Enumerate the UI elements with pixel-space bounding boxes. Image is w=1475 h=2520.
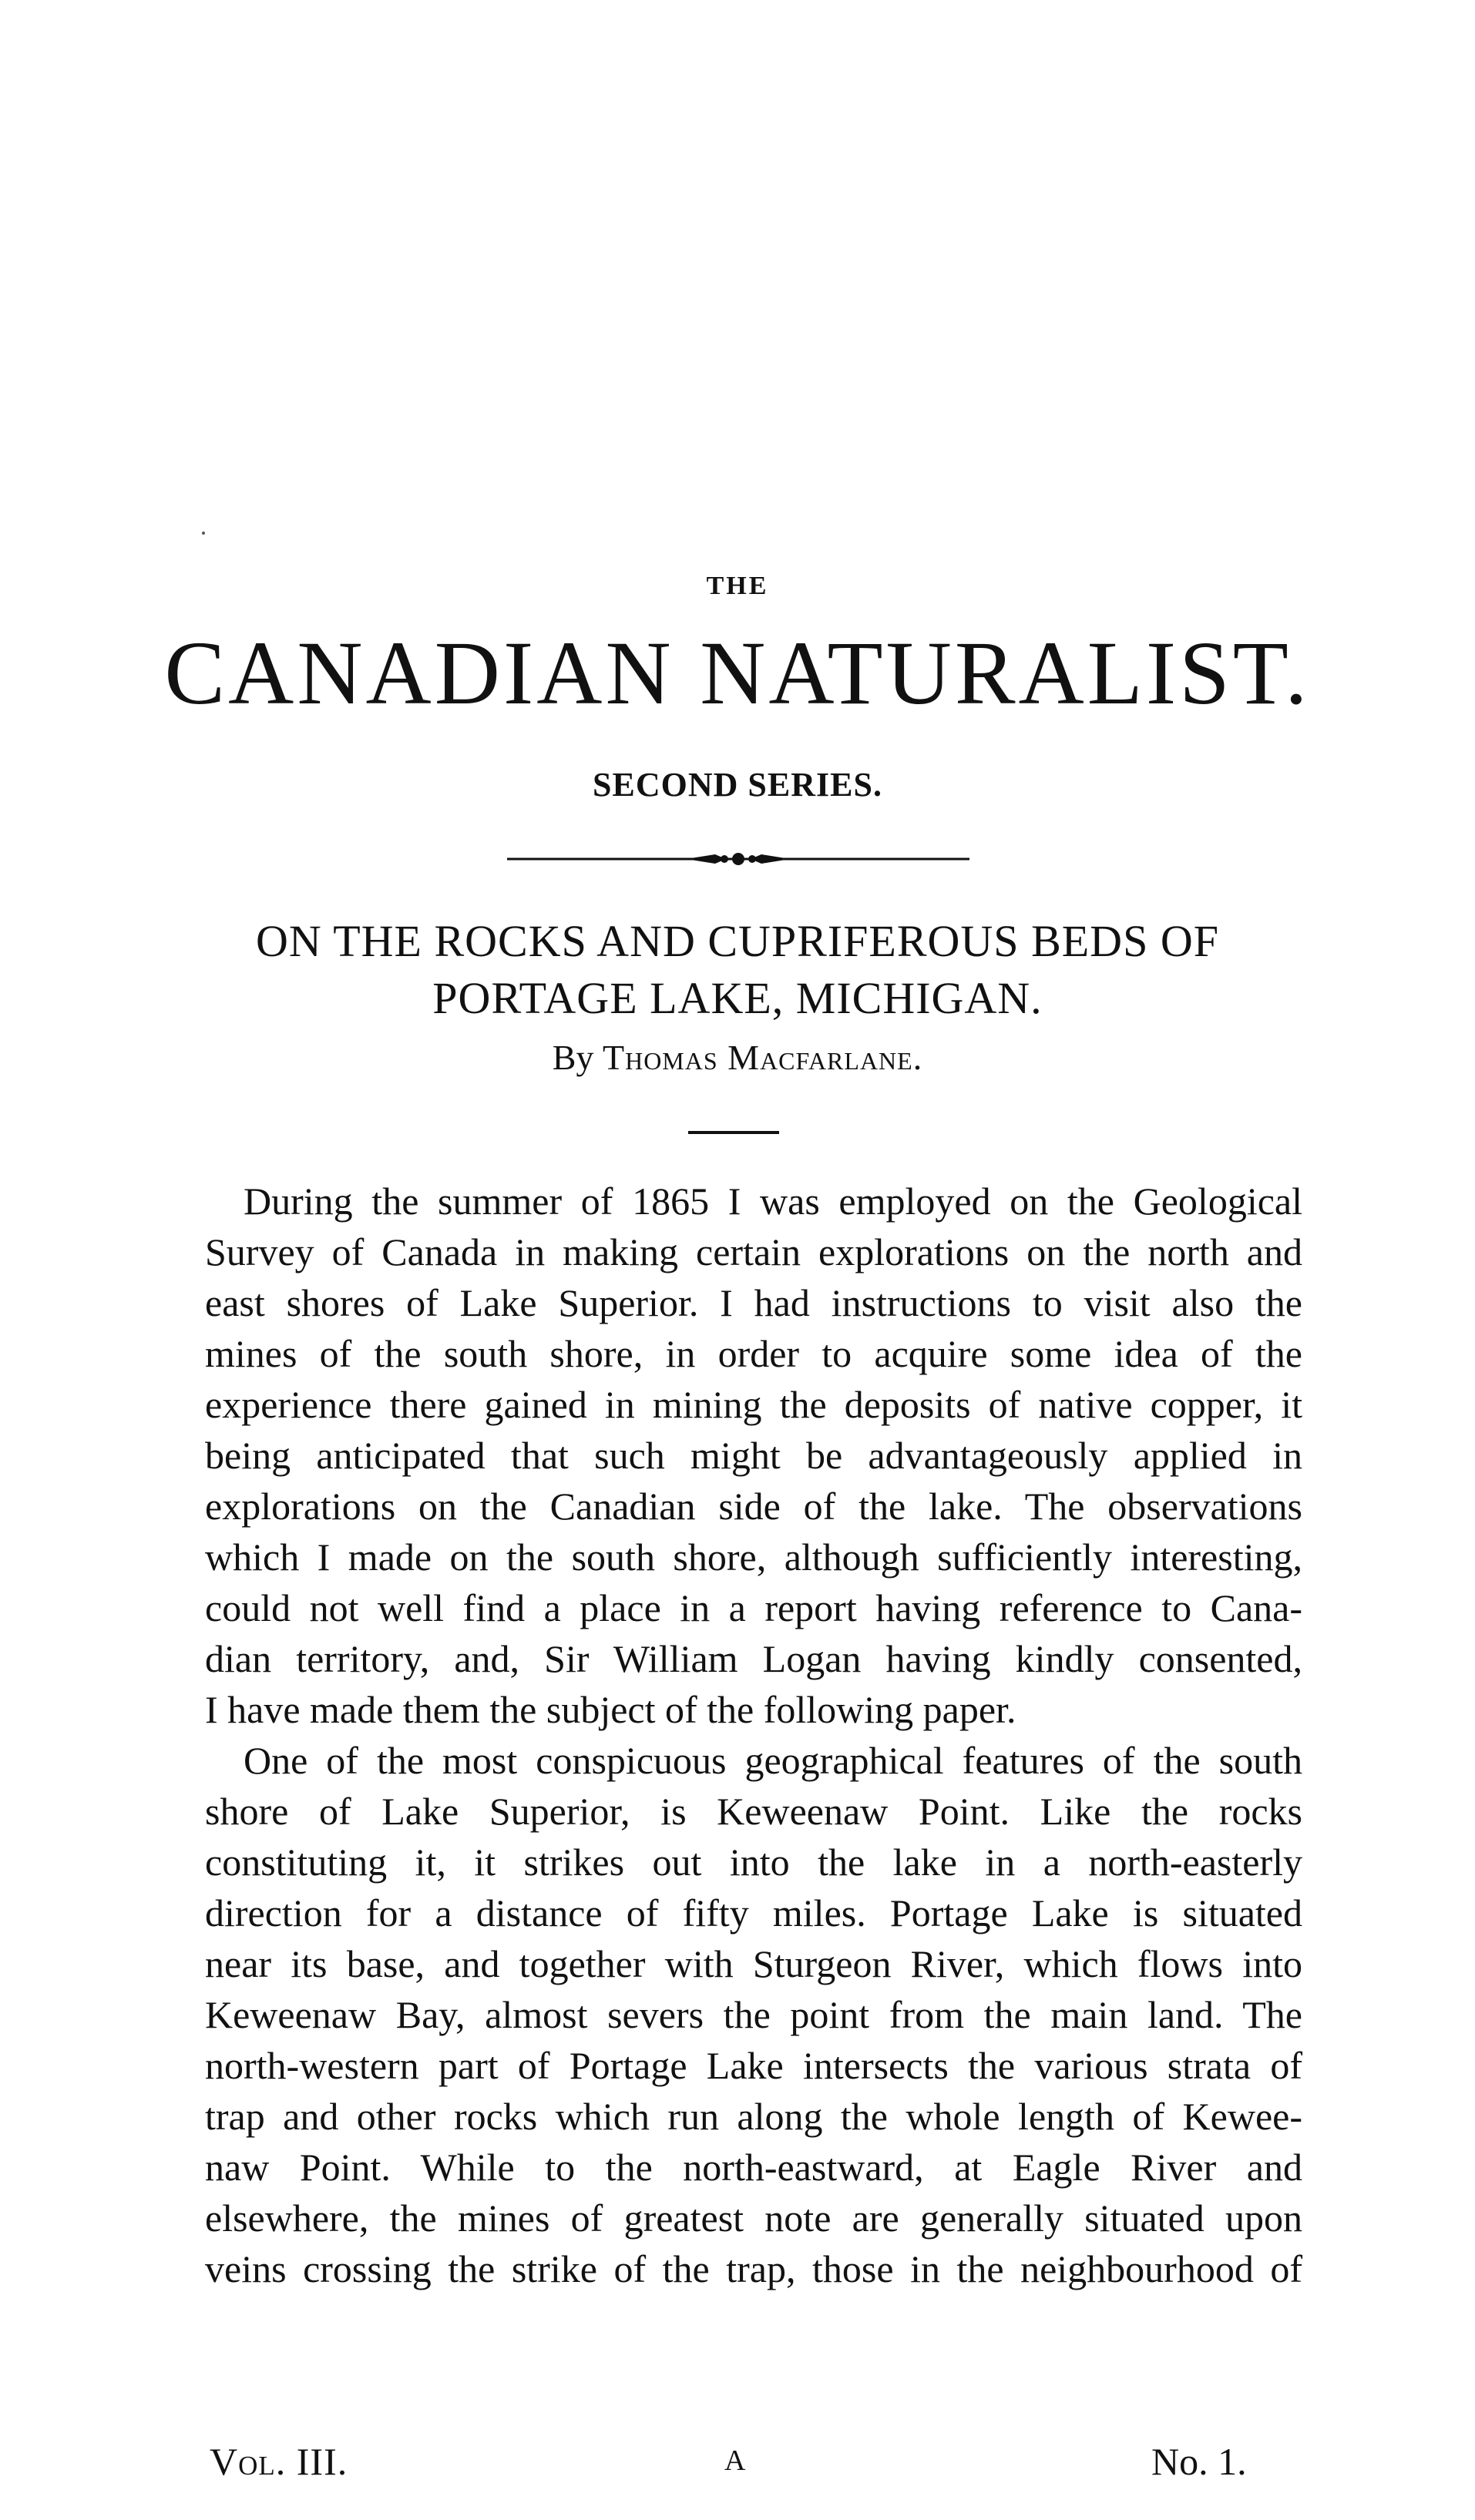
text-line: shore of Lake Superior, is Keweenaw Point. Like the rocks bbox=[205, 1790, 1302, 1833]
text-line: veins crossing the strike of the trap, those in the neighbourhood of bbox=[205, 2247, 1302, 2290]
text-line: being anticipated that such might be advantageously applied in bbox=[205, 1434, 1302, 1477]
byline bbox=[0, 1037, 1475, 1078]
text-line: elsewhere, the mines of greatest note are generally situated upon bbox=[205, 2196, 1302, 2240]
text-line: could not well find a place in a report having reference to Cana- bbox=[205, 1586, 1302, 1629]
text-line: mines of the south shore, in order to acquire some idea of the bbox=[205, 1332, 1302, 1375]
text-line: naw Point. While to the north-eastward, at Eagle River and bbox=[205, 2146, 1302, 2189]
header-the: THE bbox=[706, 572, 769, 600]
article-title-line: PORTAGE LAKE, MICHIGAN. bbox=[432, 973, 1043, 1023]
signature-mark: A bbox=[724, 2445, 746, 2477]
body-text bbox=[205, 1176, 1302, 2294]
text-line: explorations on the Canadian side of the lake. The observations bbox=[205, 1485, 1302, 1528]
text-line: During the summer of 1865 I was employed on the Geological bbox=[244, 1179, 1302, 1223]
text-line: Survey of Canada in making certain explorations on the north and bbox=[205, 1230, 1302, 1273]
text-line: dian territory, and, Sir William Logan having kindly consented, bbox=[205, 1637, 1302, 1680]
stray-mark bbox=[202, 532, 205, 535]
text-line: near its base, and together with Sturgeon River, which flows into bbox=[205, 1942, 1302, 1985]
text-line: experience there gained in mining the deposits of native copper, it bbox=[205, 1383, 1302, 1426]
journal-title: CANADIAN NATURALIST. bbox=[164, 622, 1311, 723]
text-line: I have made them the subject of the following paper. bbox=[205, 1688, 1016, 1731]
article-title bbox=[0, 913, 1475, 1027]
article-title-line: ON THE ROCKS AND CUPRIFEROUS BEDS OF bbox=[256, 916, 1219, 966]
text-line: One of the most conspicuous geographical features of the south bbox=[244, 1739, 1302, 1782]
byline-prefix: By bbox=[552, 1038, 594, 1077]
text-line: trap and other rocks which run along the whole length of Kewee- bbox=[205, 2095, 1302, 2138]
section-rule bbox=[688, 1131, 779, 1134]
text-line: which I made on the south shore, although sufficiently interesting, bbox=[205, 1535, 1302, 1579]
text-line: east shores of Lake Superior. I had instructions to visit also the bbox=[205, 1281, 1302, 1324]
text-line: constituting it, it strikes out into the lake in a north-easterly bbox=[205, 1841, 1302, 1884]
text-line: direction for a distance of fifty miles. Portage Lake is situated bbox=[205, 1891, 1302, 1934]
volume-label: Vol. III. bbox=[210, 2440, 348, 2483]
author-name: Thomas Macfarlane. bbox=[602, 1038, 923, 1077]
ornamental-divider bbox=[507, 849, 969, 869]
issue-number: No. 1. bbox=[1151, 2440, 1247, 2483]
text-line: north-western part of Portage Lake intersects the various strata of bbox=[205, 2044, 1302, 2087]
text-line: Keweenaw Bay, almost severs the point from the main land. The bbox=[205, 1993, 1302, 2036]
series-label: SECOND SERIES. bbox=[593, 766, 882, 804]
